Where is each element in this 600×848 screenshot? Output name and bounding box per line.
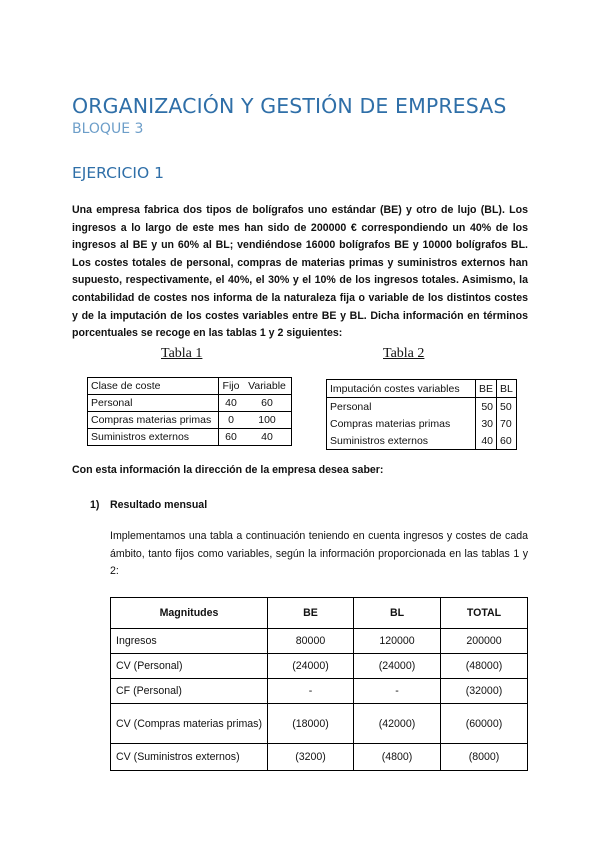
table-cell: (8000) <box>441 744 528 771</box>
table-row <box>88 378 292 395</box>
table-cell: - <box>354 679 441 704</box>
table-cell: CF (Personal) <box>111 679 268 704</box>
table-row <box>327 432 517 450</box>
tabla2 <box>326 379 517 450</box>
section-paragraph: Implementamos una tabla a continuación teniendo en cuenta ingresos y costes de cada ámbito, tanto fijos como variables, según la información proporcionada en las tablas 1 y 2: <box>110 530 528 578</box>
table-cell: 40 <box>219 395 244 412</box>
table-cell: CV (Suministros externos) <box>111 744 268 771</box>
table-cell: 60 <box>500 434 512 447</box>
table-header-row <box>111 598 528 629</box>
table-row <box>111 654 528 679</box>
column-header: TOTAL <box>441 598 528 629</box>
table-cell: 200000 <box>441 629 528 654</box>
table-cell: (48000) <box>441 654 528 679</box>
table-cell: BE <box>476 380 497 398</box>
table-cell: 30 <box>476 415 497 432</box>
table-cell: Ingresos <box>111 629 268 654</box>
table-cell: Variable <box>243 378 292 395</box>
section-title: Resultado mensual <box>110 499 208 511</box>
table-cell: 120000 <box>354 629 441 654</box>
table-cell: 60 <box>219 429 244 446</box>
document-title: ORGANIZACIÓN Y GESTIÓN DE EMPRESAS <box>72 94 507 118</box>
table-cell: 70 <box>500 417 512 430</box>
table-cell: Compras materias primas <box>327 415 476 432</box>
tabla1 <box>87 377 292 446</box>
table-cell: 100 <box>243 412 292 429</box>
column-header: Magnitudes <box>111 598 268 629</box>
section-number: 1) <box>90 499 100 511</box>
table-cell: - <box>268 679 354 704</box>
table-cell: 0 <box>219 412 244 429</box>
document-subtitle: BLOQUE 3 <box>72 121 144 137</box>
table-cell: Imputación costes variables <box>327 380 476 398</box>
table-cell: 40 <box>476 432 497 450</box>
table-cell: (3200) <box>268 744 354 771</box>
table-cell: 40 <box>243 429 292 446</box>
table-row <box>327 398 517 416</box>
table-cell: 50 <box>476 398 497 416</box>
table-row <box>111 629 528 654</box>
table-cell: Personal <box>88 395 219 412</box>
table-row <box>88 412 292 429</box>
table-cell: (18000) <box>268 704 354 744</box>
table-cell: Personal <box>327 398 476 416</box>
table-row <box>88 395 292 412</box>
table-cell: 50 <box>500 400 512 413</box>
tabla2-caption: Tabla 2 <box>383 346 425 361</box>
table-row <box>111 704 528 744</box>
question-intro: Con esta información la dirección de la empresa desea saber: <box>72 464 384 476</box>
table-cell: CV (Compras materias primas) <box>111 704 268 744</box>
column-header: BL <box>354 598 441 629</box>
table-cell: Clase de coste <box>88 378 219 395</box>
tabla1-caption: Tabla 1 <box>161 346 203 361</box>
results-table <box>110 597 528 771</box>
table-row <box>88 429 292 446</box>
table-cell: Suministros externos <box>88 429 219 446</box>
table-row <box>111 679 528 704</box>
table-cell: Fijo <box>219 378 244 395</box>
table-cell: (24000) <box>354 654 441 679</box>
table-cell: (32000) <box>441 679 528 704</box>
table-row <box>327 380 517 398</box>
table-cell: (42000) <box>354 704 441 744</box>
table-cell: CV (Personal) <box>111 654 268 679</box>
table-cell: BL <box>497 380 517 398</box>
table-cell: Suministros externos <box>327 432 476 450</box>
exercise-intro: Una empresa fabrica dos tipos de bolígrafos uno estándar (BE) y otro de lujo (BL). Los ingresos a lo largo de este mes han sido de 200000 € correspondiendo un 40% de los ingresos al BE y un 60% al BL; vendiéndose 16000 bolígrafos BE y 10000 bolígrafos BL. Los costes totales de personal, compras de materias primas y suministros externos han supuesto, respectivamente, el 40%, el 30% y el 10% de los ingresos totales. Asimismo, la contabilidad de costes nos informa de la naturaleza fija o variable de los distintos costes y de la imputación de los costes variables entre BE y BL. Dicha información en términos porcentuales se recoge en las tablas 1 y 2 siguientes: <box>72 204 528 340</box>
exercise-title: EJERCICIO 1 <box>72 164 164 182</box>
table-cell: 80000 <box>268 629 354 654</box>
table-cell: 60 <box>243 395 292 412</box>
table-cell: Compras materias primas <box>88 412 219 429</box>
table-row <box>111 744 528 771</box>
column-header: BE <box>268 598 354 629</box>
table-cell: (60000) <box>441 704 528 744</box>
section-heading <box>90 499 207 511</box>
table-cell: (24000) <box>268 654 354 679</box>
table-cell: (4800) <box>354 744 441 771</box>
table-row <box>327 415 517 432</box>
